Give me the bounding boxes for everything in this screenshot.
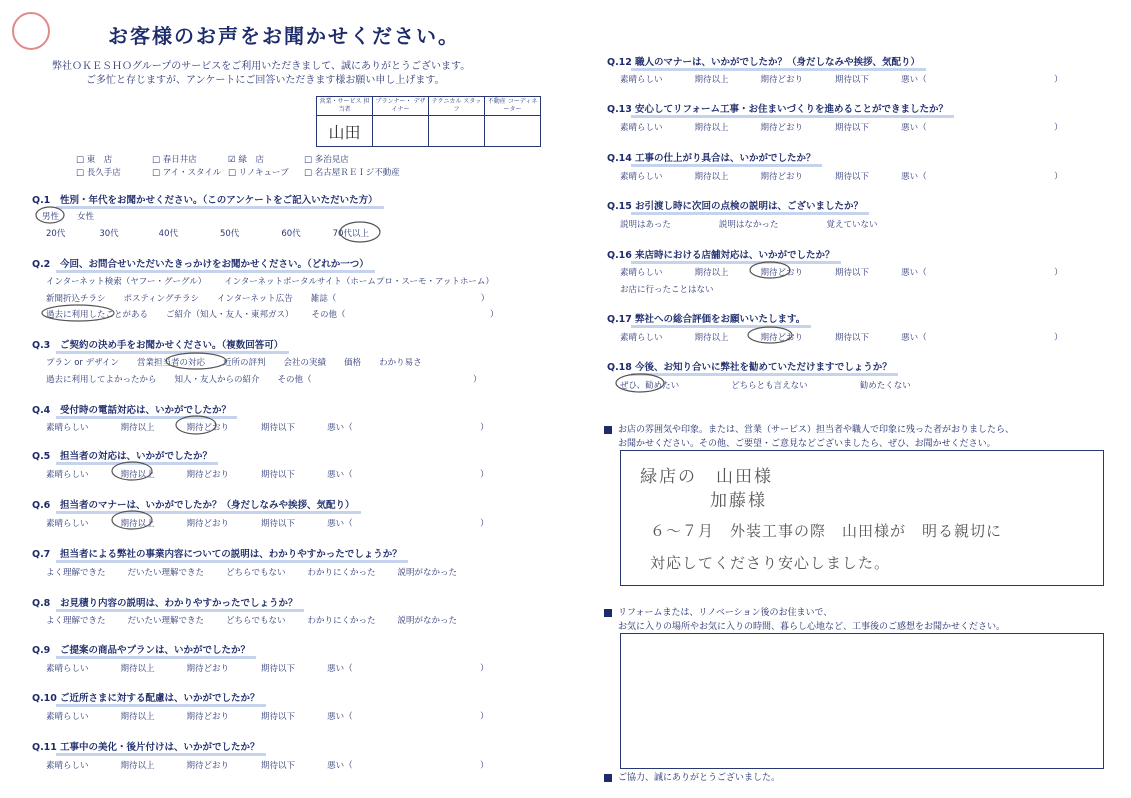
rating-option[interactable]: 悪い（ ） — [901, 333, 1063, 343]
mark-q4 — [176, 416, 216, 434]
store-checkbox[interactable]: □ 多治見店 — [304, 155, 349, 165]
rating-option[interactable]: 悪い（ ） — [327, 664, 489, 674]
option[interactable]: 覚えていない — [826, 220, 878, 230]
comment1-prompt: お店の雰囲気や印象。または、営業（サービス）担当者や職人で印象に残った者がおりましたら、 お聞かせください。その他、ご要望・ご意見などございましたら、ぜひ、お聞かせください。 — [604, 423, 1014, 451]
option[interactable]: その他（ ） — [277, 375, 482, 385]
rating-option[interactable]: 期待以下 — [835, 333, 870, 343]
option[interactable]: 60代 — [281, 229, 301, 239]
option[interactable]: 新聞折込チラシ — [46, 294, 106, 304]
option[interactable]: 70代以上 — [332, 229, 369, 239]
rating-option[interactable]: 期待どおり — [760, 268, 804, 278]
rating-option[interactable]: 期待以下 — [835, 172, 870, 182]
rating-option[interactable]: 期待以上 — [120, 423, 155, 433]
rating-option[interactable]: 悪い（ ） — [327, 423, 489, 433]
intro-line-1: 弊社ＯＫＥＳＨＯグループのサービスをご利用いただきまして、誠にありがとうございます。 — [52, 61, 471, 72]
mark-q6 — [112, 511, 152, 529]
question-1: Q.1 性別・年代をお聞かせください。（このアンケートをご記入いただいた方） — [32, 192, 378, 206]
question-12: Q.12 職人のマナーは、いかがでしたか？（身だしなみや挨拶、気配り） — [607, 54, 920, 68]
rating-option[interactable]: 期待以上 — [120, 664, 155, 674]
mark-q16 — [750, 262, 790, 278]
rating-option[interactable]: 期待以下 — [261, 712, 296, 722]
rating-option[interactable]: 期待どおり — [760, 123, 804, 133]
rating-option[interactable]: 素晴らしい — [620, 172, 663, 182]
comment1-handwriting-3: ６〜７月 外装工事の際 山田様が 明る親切に — [650, 522, 1003, 540]
rating-option[interactable]: 悪い（ ） — [327, 712, 489, 722]
rating-option[interactable]: 期待以上 — [694, 172, 729, 182]
option[interactable]: プラン or デザイン — [46, 358, 120, 368]
rating-option[interactable]: 悪い（ ） — [327, 761, 489, 771]
rating-option[interactable]: 素晴らしい — [46, 761, 89, 771]
understanding-option[interactable]: どちらでもない — [226, 616, 286, 626]
option[interactable]: 40代 — [158, 229, 178, 239]
staff-header-sales: 営業・サービス 担当者 — [317, 97, 373, 116]
comment2-prompt: リフォームまたは、リノベーション後のお住まいで、 お気に入りの場所やお気に入りの時間、暮らし心地など、工事後のご感想をお聞かせください。 — [604, 606, 1005, 634]
page-title: お客様のお声をお聞かせください。 — [108, 24, 460, 48]
rating-option[interactable]: 期待以上 — [694, 268, 729, 278]
comment1-handwriting-2: 加藤様 — [710, 491, 767, 511]
option[interactable]: 雑誌（ ） — [310, 294, 490, 304]
option[interactable]: その他（ ） — [311, 310, 499, 320]
option[interactable]: 勧めたくない — [859, 381, 911, 391]
understanding-option[interactable]: わかりにくかった — [307, 568, 376, 578]
question-7: Q.7 担当者による弊社の事業内容についての説明は、わかりやすかったでしょうか？ — [32, 546, 402, 560]
rating-option[interactable]: 悪い（ ） — [901, 172, 1063, 182]
staff-value-sales[interactable]: 山田 — [317, 116, 373, 147]
rating-option[interactable]: 期待以上 — [120, 761, 155, 771]
question-2: Q.2 今回、お問合せいただいたきっかけをお聞かせください。（どれか一つ） — [32, 256, 369, 270]
option[interactable]: 30代 — [99, 229, 119, 239]
store-checkbox[interactable]: □ アイ・スタイル — [152, 168, 222, 178]
option[interactable]: インターネットポータルサイト（ホームプロ・スーモ・アットホーム） — [224, 277, 494, 287]
mark-q17 — [748, 327, 792, 343]
option[interactable]: ご紹介（知人・友人・東邦ガス） — [166, 310, 294, 320]
rating-option[interactable]: 期待以下 — [835, 268, 870, 278]
option[interactable]: インターネット広告 — [217, 294, 293, 304]
option[interactable]: 説明はなかった — [718, 220, 779, 230]
mark-sales-response — [166, 353, 226, 369]
rating-option[interactable]: 素晴らしい — [620, 75, 663, 85]
option[interactable]: ポスティングチラシ — [123, 294, 199, 304]
option[interactable]: 近所の評判 — [223, 358, 266, 368]
option[interactable]: 過去に利用してよかったから — [46, 375, 157, 385]
mark-male — [36, 207, 64, 223]
rating-option[interactable]: 悪い（ ） — [327, 519, 489, 529]
option[interactable]: ぜひ、勧めたい — [620, 381, 680, 391]
rating-option[interactable]: 素晴らしい — [46, 712, 89, 722]
intro-line-2: ご多忙と存じますが、アンケートにご回答いただきます様お願い申し上げます。 — [86, 75, 445, 86]
option[interactable]: 男性 — [42, 212, 60, 222]
rating-option[interactable]: 期待以下 — [835, 123, 870, 133]
store-checkbox[interactable]: □ リノキューブ — [228, 168, 289, 178]
understanding-option[interactable]: だいたい理解できた — [127, 568, 205, 578]
store-checkbox[interactable]: □ 名古屋ＲＥＩジ不動産 — [304, 168, 400, 178]
question-3: Q.3 ご契約の決め手をお聞かせください。（複数回答可） — [32, 337, 283, 351]
rating-option[interactable]: 期待どおり — [186, 712, 230, 722]
option[interactable]: 50代 — [219, 229, 240, 239]
rating-option[interactable]: 期待どおり — [186, 423, 230, 433]
option[interactable]: 説明はあった — [620, 220, 671, 230]
rating-option[interactable]: 期待以上 — [120, 712, 155, 722]
option[interactable]: 女性 — [77, 212, 95, 222]
question-4: Q.4 受付時の電話対応は、いかがでしたか？ — [32, 402, 231, 416]
rating-option[interactable]: 期待どおり — [186, 519, 230, 529]
rating-option[interactable]: 期待以上 — [694, 123, 729, 133]
understanding-option[interactable]: だいたい理解できた — [127, 616, 205, 626]
rating-option[interactable]: 素晴らしい — [620, 123, 663, 133]
rating-option[interactable]: 期待どおり — [186, 470, 230, 480]
store-checkbox[interactable]: □ 長久手店 — [76, 168, 121, 178]
question-18: Q.18 今後、お知り合いに弊社を勧めていただけますでしょうか？ — [607, 359, 892, 373]
question-5: Q.5 担当者の対応は、いかがでしたか？ — [32, 448, 212, 462]
option[interactable]: 20代 — [46, 229, 66, 239]
understanding-option[interactable]: よく理解できた — [46, 568, 106, 578]
option[interactable]: 営業担当者の対応 — [137, 358, 206, 368]
staff-header-realestate: 不動産 コーディネーター — [485, 97, 541, 116]
rating-option[interactable]: 期待以下 — [261, 519, 296, 529]
option[interactable]: お店に行ったことはない — [620, 285, 714, 295]
rating-option[interactable]: 期待どおり — [186, 761, 230, 771]
rating-option[interactable]: 期待以上 — [694, 333, 729, 343]
rating-option[interactable]: 素晴らしい — [46, 519, 89, 529]
question-17: Q.17 弊社への総合評価をお願いいたします。 — [607, 311, 805, 325]
rating-option[interactable]: 期待以下 — [835, 75, 870, 85]
rating-option[interactable]: 期待以上 — [120, 519, 155, 529]
rating-option[interactable]: 素晴らしい — [46, 423, 89, 433]
comment1-handwriting-1: 緑店の 山田様 — [640, 467, 773, 487]
rating-option[interactable]: 期待どおり — [186, 664, 230, 674]
option[interactable]: インターネット検索（ヤフー・グーグル） — [46, 277, 207, 287]
understanding-option[interactable]: わかりにくかった — [307, 616, 376, 626]
understanding-option[interactable]: 説明がなかった — [397, 568, 457, 578]
mark-70s — [340, 222, 380, 242]
option[interactable]: 過去に利用したことがある — [46, 310, 149, 320]
question-14: Q.14 工事の仕上がり具合は、いかがでしたか？ — [607, 150, 816, 164]
rating-option[interactable]: 期待以下 — [261, 761, 296, 771]
question-15: Q.15 お引渡し時に次回の点検の説明は、ございましたか？ — [607, 198, 863, 212]
closing-note: ご協力、誠にありがとうございました。 — [604, 771, 780, 785]
question-13: Q.13 安心してリフォーム工事・お住まいづくりを進めることができましたか？ — [607, 101, 948, 115]
rating-option[interactable]: 素晴らしい — [46, 470, 89, 480]
staff-header-planner: プランナー・ デザイナー — [373, 97, 429, 116]
understanding-option[interactable]: よく理解できた — [46, 616, 106, 626]
option[interactable]: どちらとも言えない — [731, 381, 808, 391]
understanding-option[interactable]: 説明がなかった — [397, 616, 457, 626]
question-8: Q.8 お見積り内容の説明は、わかりやすかったでしょうか？ — [32, 595, 298, 609]
rating-option[interactable]: 悪い（ ） — [901, 75, 1063, 85]
mark-q18 — [616, 374, 664, 392]
mark-q5 — [112, 462, 152, 480]
rating-option[interactable]: 素晴らしい — [620, 333, 663, 343]
rating-option[interactable]: 期待どおり — [760, 172, 804, 182]
question-6: Q.6 担当者のマナーは、いかがでしたか？（身だしなみや挨拶、気配り） — [32, 497, 355, 511]
rating-option[interactable]: 期待以上 — [120, 470, 155, 480]
rating-option[interactable]: 期待以下 — [261, 470, 296, 480]
question-10: Q.10 ご近所さまに対する配慮は、いかがでしたか？ — [32, 690, 260, 704]
rating-option[interactable]: 期待以下 — [261, 423, 296, 433]
rating-option[interactable]: 期待どおり — [760, 333, 804, 343]
store-checkbox[interactable]: □ 春日井店 — [152, 155, 197, 165]
rating-option[interactable]: 素晴らしい — [620, 268, 663, 278]
staff-header-technical: テクニカル スタッフ — [429, 97, 485, 116]
rating-option[interactable]: 悪い（ ） — [327, 470, 489, 480]
mark-past-use — [42, 305, 114, 321]
question-16: Q.16 来店時における店舗対応は、いかがでしたか？ — [607, 247, 835, 261]
understanding-option[interactable]: どちらでもない — [226, 568, 286, 578]
question-9: Q.9 ご提案の商品やプランは、いかがでしたか？ — [32, 642, 250, 656]
rating-option[interactable]: 悪い（ ） — [901, 268, 1063, 278]
rating-option[interactable]: 期待以上 — [694, 75, 729, 85]
option[interactable]: わかり易さ — [379, 358, 422, 368]
rating-option[interactable]: 期待どおり — [760, 75, 804, 85]
store-checkbox[interactable]: □ 東 店 — [76, 155, 113, 165]
option[interactable]: 知人・友人からの紹介 — [174, 375, 260, 385]
option[interactable]: 価格 — [344, 358, 362, 368]
question-11: Q.11 工事中の美化・後片付けは、いかがでしたか？ — [32, 739, 260, 753]
comment1-handwriting-4: 対応してくださり安心しました。 — [650, 554, 891, 572]
rating-option[interactable]: 期待以下 — [261, 664, 296, 674]
rating-option[interactable]: 素晴らしい — [46, 664, 89, 674]
option[interactable]: 会社の実績 — [283, 358, 327, 368]
store-checkbox[interactable]: ☑ 緑 店 — [228, 155, 264, 165]
rating-option[interactable]: 悪い（ ） — [901, 123, 1063, 133]
